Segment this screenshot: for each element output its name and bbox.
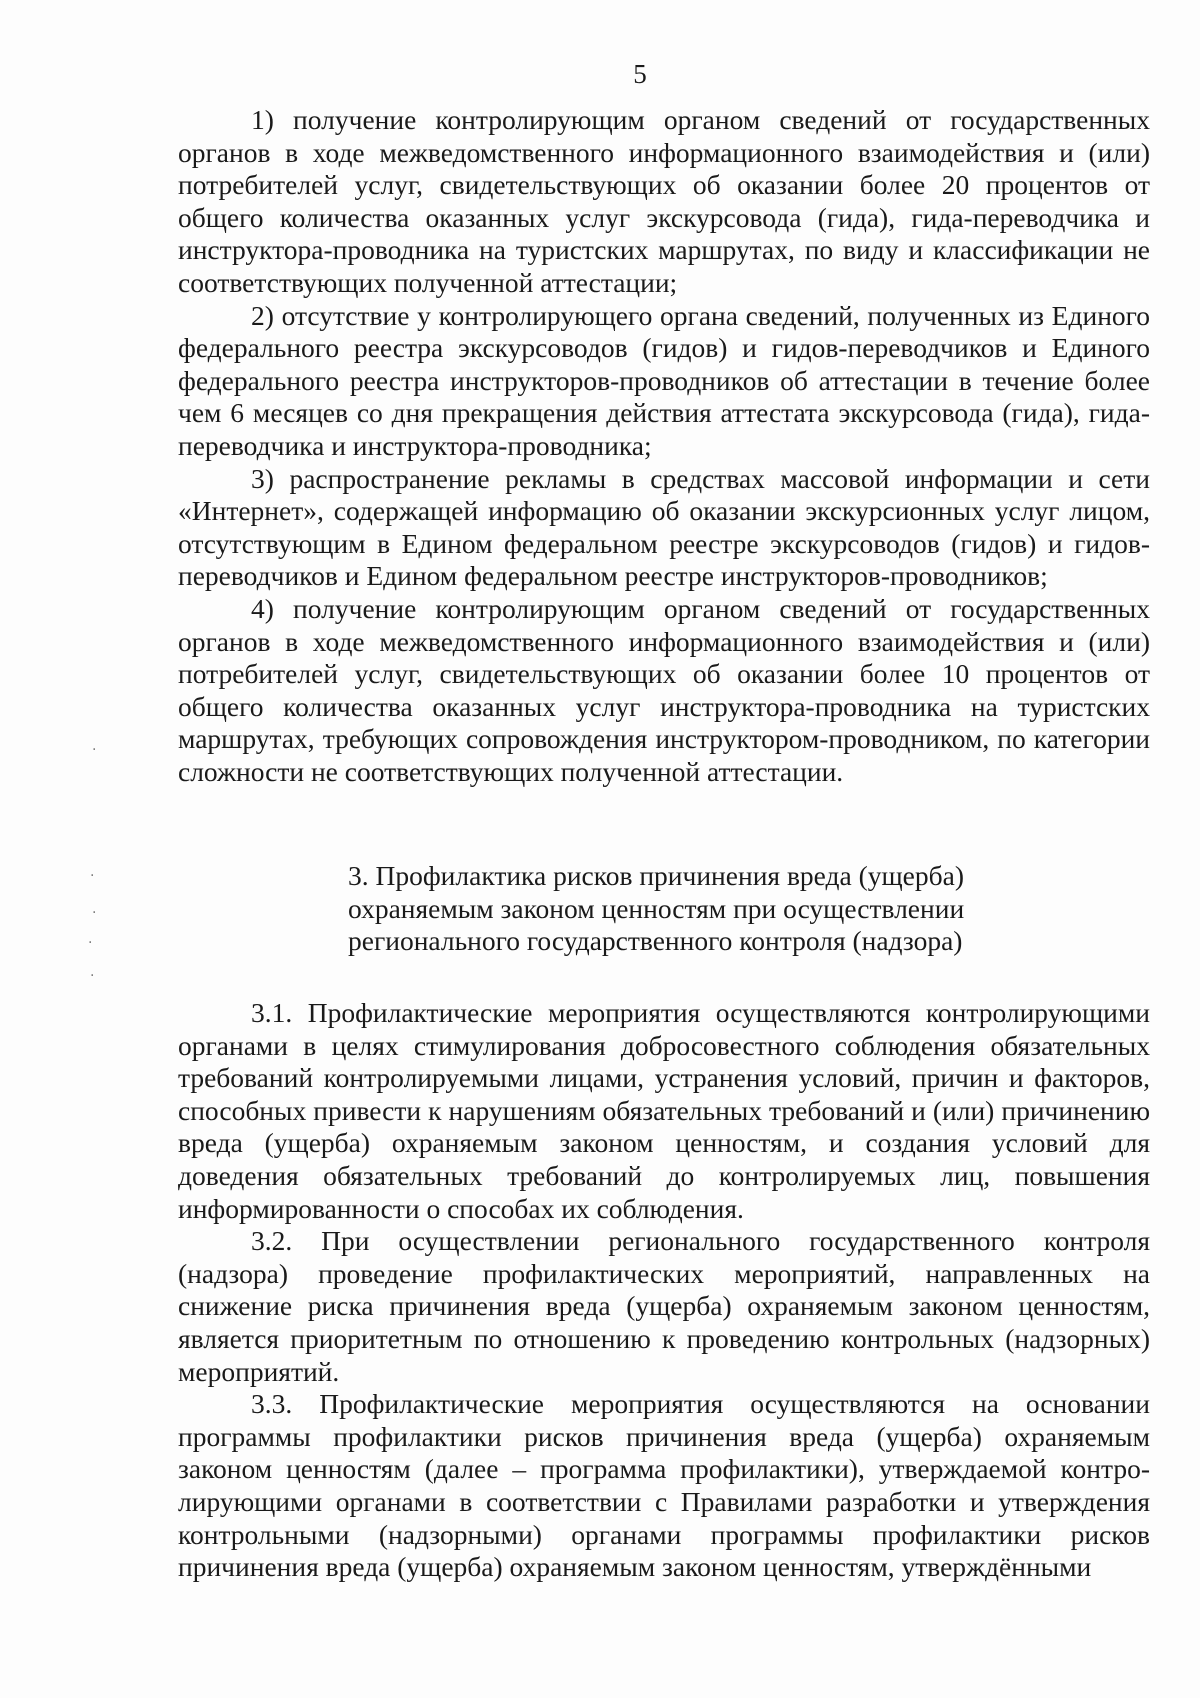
scan-speck: ·	[92, 742, 97, 758]
section-heading-line-3: регионального государственного контроля (надзора)	[348, 925, 963, 957]
scan-speck: ·	[90, 968, 95, 984]
list-item-4: 4) получение контролирующим органом сведений от государственных органов в ходе межведомственного информационного взаимодействия и (или) потребителей услуг, свидетельствующих об оказании более 10 процентов от общего количества оказанных услуг инструктора-проводника на туристских маршрутах, требующих сопровождения инструктором-проводником, по категории сложности не соответствующих полученной аттестации.	[178, 592, 1150, 787]
paragraph-3-1: 3.1. Профилактические мероприятия осуществляются контролирующими органами в целях стимулирования добросовестного соблюдения обязательных требований контролируемыми лицами, устранения условий, причин и факторов, способных привести к нарушениям обязательных требований и (или) причинению вреда (ущерба) охраняемым законом ценностям, и создания условий для доведения обязательных требований до контролируемых лиц, повышения информированности о способах их соблюдения.	[178, 997, 1150, 1224]
scan-speck: ·	[92, 905, 97, 921]
paragraph-3-3: 3.3. Профилактические мероприятия осуществляются на основании программы профилактики рисков причинения вреда (ущерба) охраняемым законом ценностям (далее – программа профилактики), утверждаемой контролирующими органами в соответствии с Правилами разработки и утверждения контрольными (надзорными) органами программы профилактики рисков причинения вреда (ущерба) охраняемым законом ценностям, утверждёнными	[178, 1388, 1150, 1583]
page-number: 5	[633, 59, 647, 89]
scan-speck: ·	[88, 935, 93, 951]
list-items-block	[178, 104, 1150, 788]
scan-speck: ·	[90, 868, 95, 884]
list-item-2: 2) отсутствие у контролирующего органа сведений, полученных из Единого федерального реестра экскурсоводов (гидов) и гидов-переводчиков и Единого федерального реестра инструкторов-проводников об аттестации в течение более чем 6 месяцев со дня прекращения действия аттестата экскурсовода (гида), гида-переводчика и инструктора-проводника;	[178, 299, 1150, 461]
paragraph-3-2: 3.2. При осуществлении регионального государственного контроля (надзора) проведение профилактических мероприятий, направленных на снижение риска причинения вреда (ущерба) охраняемым законом ценностям, является приоритетным по отношению к проведению контрольных (надзорных) мероприятий.	[178, 1225, 1150, 1387]
section-heading	[348, 860, 1028, 958]
section-body	[178, 997, 1150, 1584]
list-item-3: 3) распространение рекламы в средствах массовой информации и сети «Интернет», содержащей информацию об оказании экскурсионных услуг лицом, отсутствующим в Едином федеральном реестре экскурсоводов (гидов) и гидов-переводчиков и Едином федеральном реестре инструкторов-проводников;	[178, 462, 1150, 592]
list-item-1: 1) получение контролирующим органом сведений от государственных органов в ходе межведомственного информационного взаимодействия и (или) потребителей услуг, свидетельствующих об оказании более 20 процентов от общего количества оказанных услуг экскурсовода (гида), гида-переводчика и инструктора-проводника на туристских маршрутах, по виду и классификации не соответствующих полученной аттестации;	[178, 104, 1150, 298]
section-heading-line-1: 3. Профилактика рисков причинения вреда (ущерба)	[348, 860, 964, 891]
section-heading-line-2: охраняемым законом ценностям при осуществлении	[348, 892, 965, 924]
